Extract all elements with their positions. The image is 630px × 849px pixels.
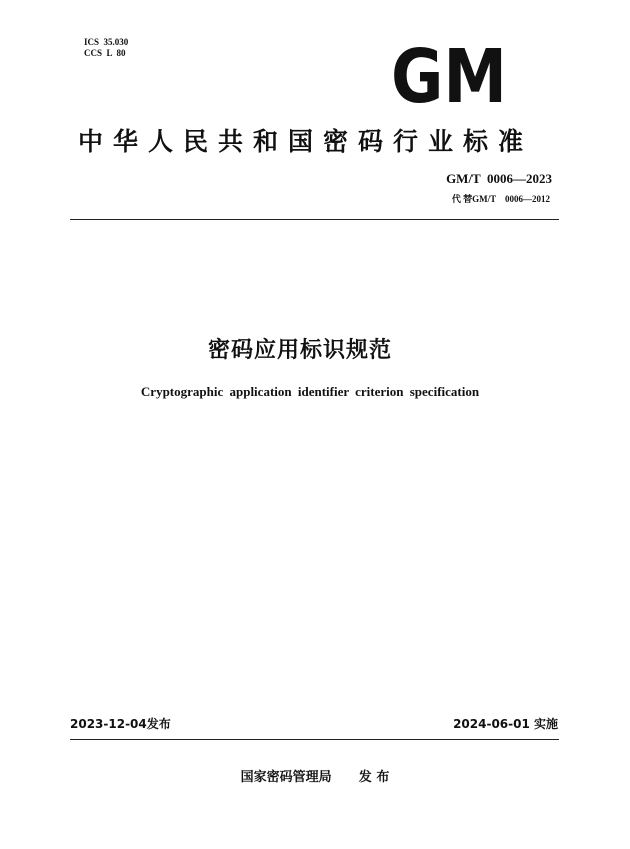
implementation-date: 2024-06-01 实施 <box>453 717 558 731</box>
ics-code: ICS 35.030 <box>84 37 129 47</box>
bottom-divider <box>70 739 559 740</box>
issue-date: 2023-12-04发布 <box>70 717 171 731</box>
document-title-en: Cryptographic application identifier criterion specification <box>140 384 480 399</box>
gm-logo-text: GM <box>391 34 507 120</box>
gm-logo <box>390 34 508 120</box>
document-title-zh: 密码应用标识规范 <box>207 338 392 363</box>
top-divider <box>70 219 559 220</box>
standard-number: GM/T 0006—2023 <box>446 171 552 186</box>
replaces-standard: 代 替GM/T 0006—2012 <box>451 194 550 204</box>
standard-category-title: 中华人民共和国密码行业标准 <box>78 127 534 156</box>
publisher: 国家密码管理局 发 布 <box>240 770 390 785</box>
classification-codes <box>84 37 128 59</box>
ccs-code: CCS L 80 <box>84 48 126 58</box>
